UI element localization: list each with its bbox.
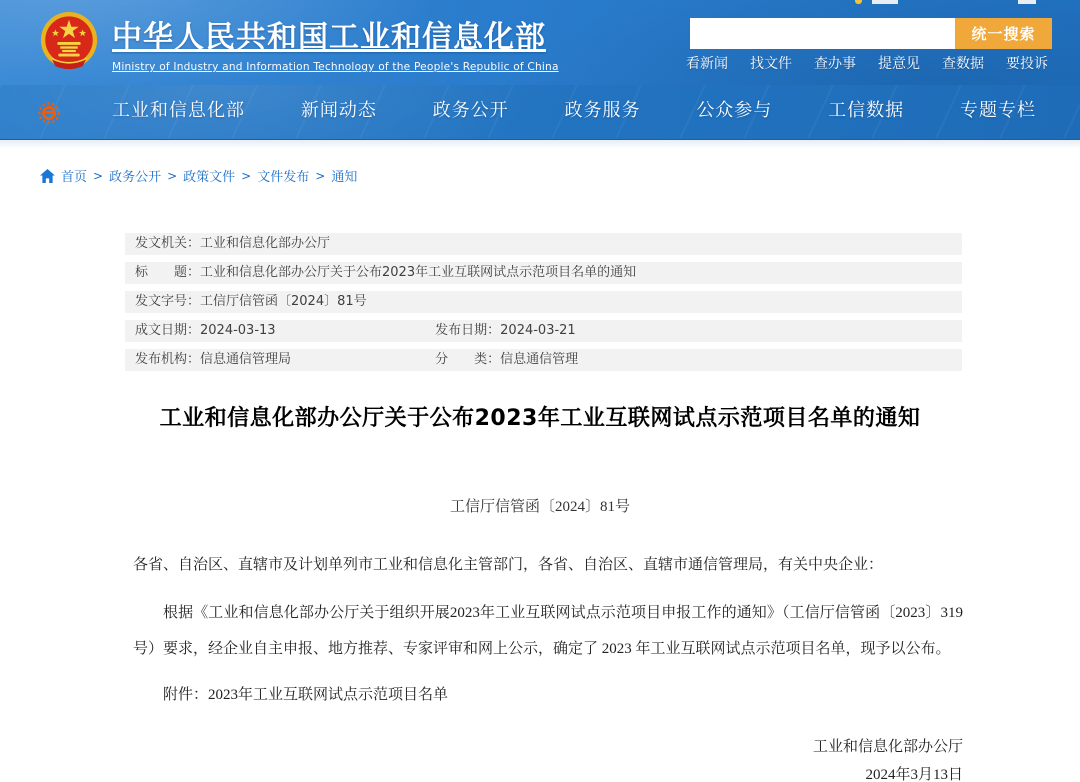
signature-office: 工业和信息化部办公厅 xyxy=(812,739,963,755)
quick-link-feedback[interactable]: 提意见 xyxy=(878,56,920,72)
breadcrumb-separator: > xyxy=(315,168,326,183)
site-title: 中华人民共和国工业和信息化部 xyxy=(112,20,546,55)
breadcrumb-policy-files[interactable]: 政策文件 xyxy=(183,170,236,185)
site-subtitle: Ministry of Industry and Information Technology of the People's Republic of China xyxy=(112,61,559,73)
nav-item-special-topics[interactable]: 专题专栏 xyxy=(959,100,1036,121)
meta-value: 信息通信管理 xyxy=(500,352,579,367)
site-logo-link[interactable] xyxy=(112,12,559,73)
nav-item-gov-disclosure[interactable]: 政务公开 xyxy=(432,100,509,121)
main-nav xyxy=(0,85,1080,140)
meta-label: 发布机构： xyxy=(135,352,201,367)
meta-value: 2024-03-13 xyxy=(200,323,276,338)
document-meta-table xyxy=(125,233,962,371)
nav-item-news[interactable]: 新闻动态 xyxy=(300,100,377,121)
article-salutation: 各省、自治区、直辖市及计划单列市工业和信息化主管部门，各省、自治区、直辖市通信管理局，有关中央企业： xyxy=(133,557,884,573)
quick-link-services[interactable]: 查办事 xyxy=(814,56,856,72)
meta-value: 信息通信管理局 xyxy=(200,352,292,367)
topbar-fragment xyxy=(872,0,898,4)
meta-label: 发布日期： xyxy=(435,323,501,338)
meta-row-issuing-office xyxy=(125,233,962,255)
article-attachment-line: 附件：2023年工业互联网试点示范项目名单 xyxy=(163,687,449,703)
article-title: 工业和信息化部办公厅关于公布2023年工业互联网试点示范项目名单的通知 xyxy=(159,406,921,431)
breadcrumb-notice[interactable]: 通知 xyxy=(331,170,358,185)
meta-value: 工信厅信管函〔2024〕81号 xyxy=(200,294,367,309)
breadcrumb-separator: > xyxy=(93,168,104,183)
quick-link-documents[interactable]: 找文件 xyxy=(750,56,792,72)
quick-link-complaint[interactable]: 要投诉 xyxy=(1006,56,1048,72)
notice-article xyxy=(0,401,1080,782)
nav-item-public-participation[interactable]: 公众参与 xyxy=(696,100,773,121)
home-icon[interactable] xyxy=(40,169,55,183)
meta-value: 工业和信息化部办公厅 xyxy=(200,236,331,251)
meta-value: 2024-03-21 xyxy=(500,323,576,338)
meta-label: 成文日期： xyxy=(135,323,201,338)
meta-row-title xyxy=(125,262,962,284)
meta-label: 标 题： xyxy=(135,265,201,280)
nav-shadow-divider xyxy=(0,140,1080,149)
quick-link-data[interactable]: 查数据 xyxy=(942,56,984,72)
miit-gear-icon xyxy=(36,99,64,127)
topbar-fragment-icon xyxy=(855,0,862,4)
quick-links xyxy=(686,53,1056,73)
search-input[interactable] xyxy=(690,18,955,49)
meta-label: 分 类： xyxy=(435,352,501,367)
meta-row-doc-number xyxy=(125,291,962,313)
topbar-fragment xyxy=(1018,0,1036,4)
breadcrumb xyxy=(0,149,1080,185)
breadcrumb-home[interactable]: 首页 xyxy=(61,170,88,185)
breadcrumb-separator: > xyxy=(167,168,178,183)
nav-item-gov-services[interactable]: 政务服务 xyxy=(564,100,641,121)
nav-item-miit[interactable]: 工业和信息化部 xyxy=(112,100,245,121)
breadcrumb-gov-disclosure[interactable]: 政务公开 xyxy=(109,170,162,185)
search-button[interactable]: 统一搜索 xyxy=(955,18,1052,49)
nav-items xyxy=(0,85,1080,139)
meta-row-agency-category xyxy=(125,349,962,371)
breadcrumb-separator: > xyxy=(241,168,252,183)
meta-value: 工业和信息化部办公厅关于公布2023年工业互联网试点示范项目名单的通知 xyxy=(200,265,637,280)
breadcrumb-file-release[interactable]: 文件发布 xyxy=(257,170,310,185)
article-doc-number: 工信厅信管函〔2024〕81号 xyxy=(449,499,630,515)
meta-row-dates xyxy=(125,320,962,342)
meta-label: 发文字号： xyxy=(135,294,201,309)
site-header xyxy=(0,0,1080,85)
signature-block xyxy=(0,733,963,782)
unified-search xyxy=(690,18,1052,49)
article-body-paragraph: 根据《工业和信息化部办公厅关于组织开展2023年工业互联网试点示范项目申报工作的通知》（工信厅信管函〔2023〕319号）要求，经企业自主申报、地方推荐、专家评审和网上公示，确定了 2023 年工业互联网试点示范项目名单，现予以公布。 xyxy=(133,605,963,657)
signature-date: 2024年3月13日 xyxy=(865,767,963,782)
meta-label: 发文机关： xyxy=(135,236,201,251)
nav-item-miit-data[interactable]: 工信数据 xyxy=(828,100,905,121)
national-emblem-logo xyxy=(38,10,100,74)
quick-link-news[interactable]: 看新闻 xyxy=(686,56,728,72)
